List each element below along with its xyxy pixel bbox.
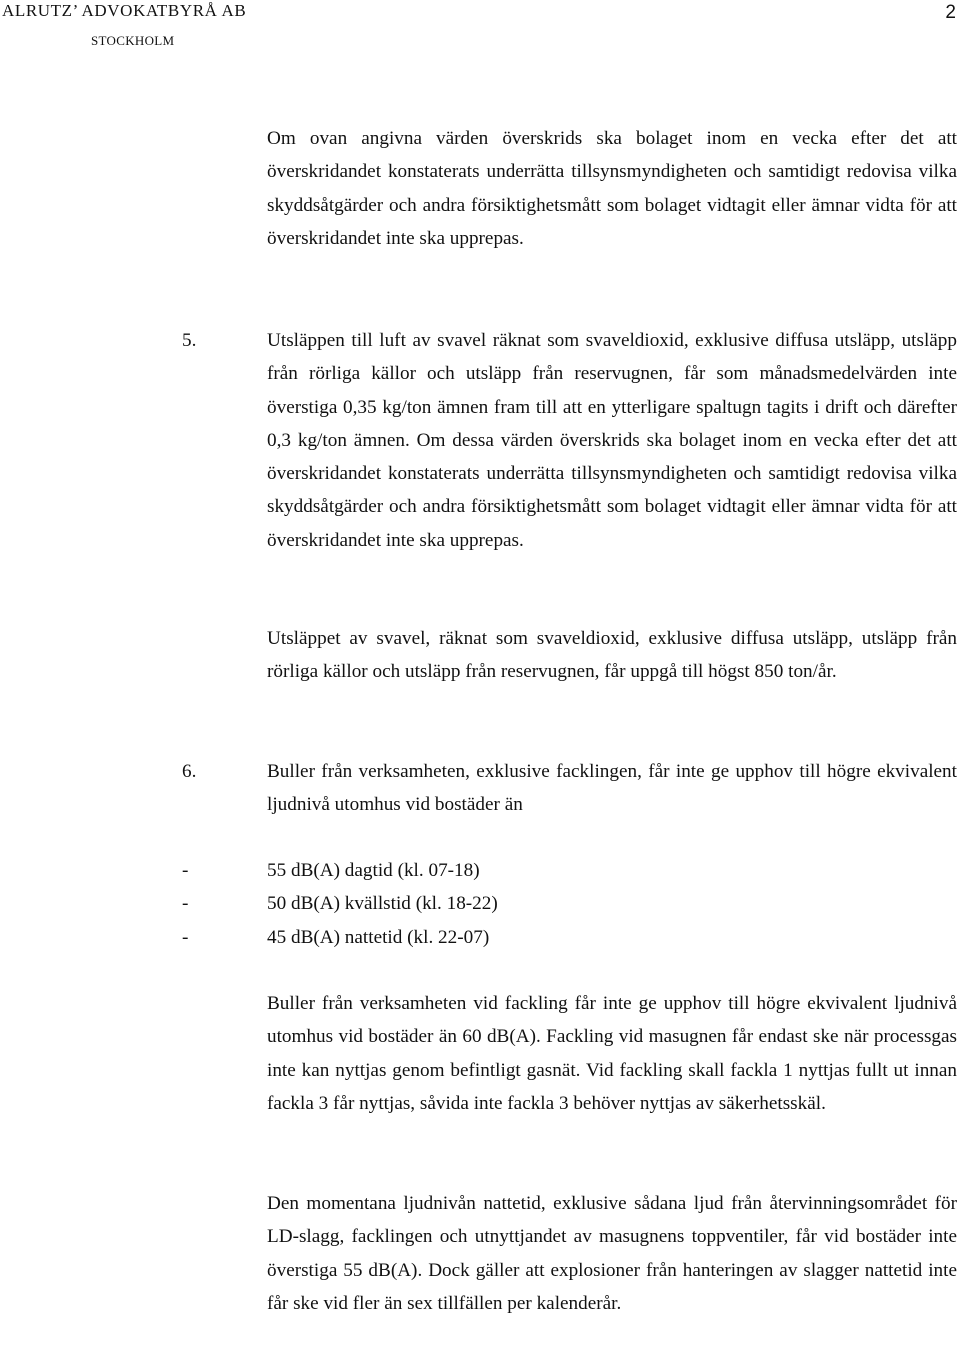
list-dash: - bbox=[182, 927, 189, 948]
paragraph-item-5: Utsläppen till luft av svavel räknat som svaveldioxid, exklusive diffusa utsläpp, utsläpp från rörliga källor och utsläpp från reservugnen, får som månadsmedelvärden inte överstiga 0,35 kg/ton ämnen fram till att en ytterligare spaltugn tagits i drift och därefter 0,3 kg/ton ämnen. Om dessa värden överskrids ska bolaget inom en vecka efter det att överskridandet konstaterats underrätta tillsynsmyndigheten och samtidigt redovisa vilka skyddsåtgärder och andra försiktighetsmått som bolaget vidtagit eller ämnar vidta för att överskridandet inte ska upprepas. bbox=[267, 330, 957, 551]
firm-city: STOCKHOLM bbox=[91, 33, 175, 48]
list-item-kvallstid: 50 dB(A) kvällstid (kl. 18-22) bbox=[267, 893, 498, 914]
paragraph-overskridande: Om ovan angivna värden överskrids ska bolaget inom en vecka efter det att överskridandet konstaterats underrätta tillsynsmyndigheten och samtidigt redovisa vilka skyddsåtgärder och andra försiktighetsmått som bolaget vidtagit eller ämnar vidta för att överskridandet inte ska upprepas. bbox=[267, 128, 957, 249]
paragraph-svavel: Utsläppet av svavel, räknat som svaveldioxid, exklusive diffusa utsläpp, utsläpp från rörliga källor och utsläpp från reservugnen, får uppgå till högst 850 ton/år. bbox=[267, 628, 957, 683]
list-dash: - bbox=[182, 893, 189, 914]
paragraph-momentana-ljudniva: Den momentana ljudnivån nattetid, exklusive sådana ljud från återvinningsområdet för LD-slagg, facklingen och utnyttjandet av masugnens toppventiler, får vid bostäder inte överstiga 55 dB(A). Dock gäller att explosioner från hanteringen av slagger nattetid inte får ske vid fler än sex tillfällen per kalenderår. bbox=[267, 1193, 957, 1314]
paragraph-fackling: Buller från verksamheten vid fackling får inte ge upphov till högre ekvivalent ljudnivå utomhus vid bostäder än 60 dB(A). Fackling vid masugnen får endast ske när processgas inte kan nyttjas genom befintligt gasnät. Vid fackling skall fackla 1 nyttjas fullt ut innan fackla 3 får nyttjas, såvida inte fackla 3 behöver nyttjas av säkerhetsskäl. bbox=[267, 993, 957, 1114]
list-item-nattetid: 45 dB(A) nattetid (kl. 22-07) bbox=[267, 927, 490, 948]
page-number: 2 bbox=[945, 2, 956, 23]
law-firm-name: ALRUTZ’ ADVOKATBYRÅ AB bbox=[2, 1, 247, 20]
item-number-5: 5. bbox=[182, 330, 197, 351]
list-item-dagtid: 55 dB(A) dagtid (kl. 07-18) bbox=[267, 860, 480, 881]
item-number-6: 6. bbox=[182, 761, 197, 782]
paragraph-item-6: Buller från verksamheten, exklusive facklingen, får inte ge upphov till högre ekvivalent ljudnivå utomhus vid bostäder än bbox=[267, 761, 957, 816]
list-dash: - bbox=[182, 860, 189, 881]
